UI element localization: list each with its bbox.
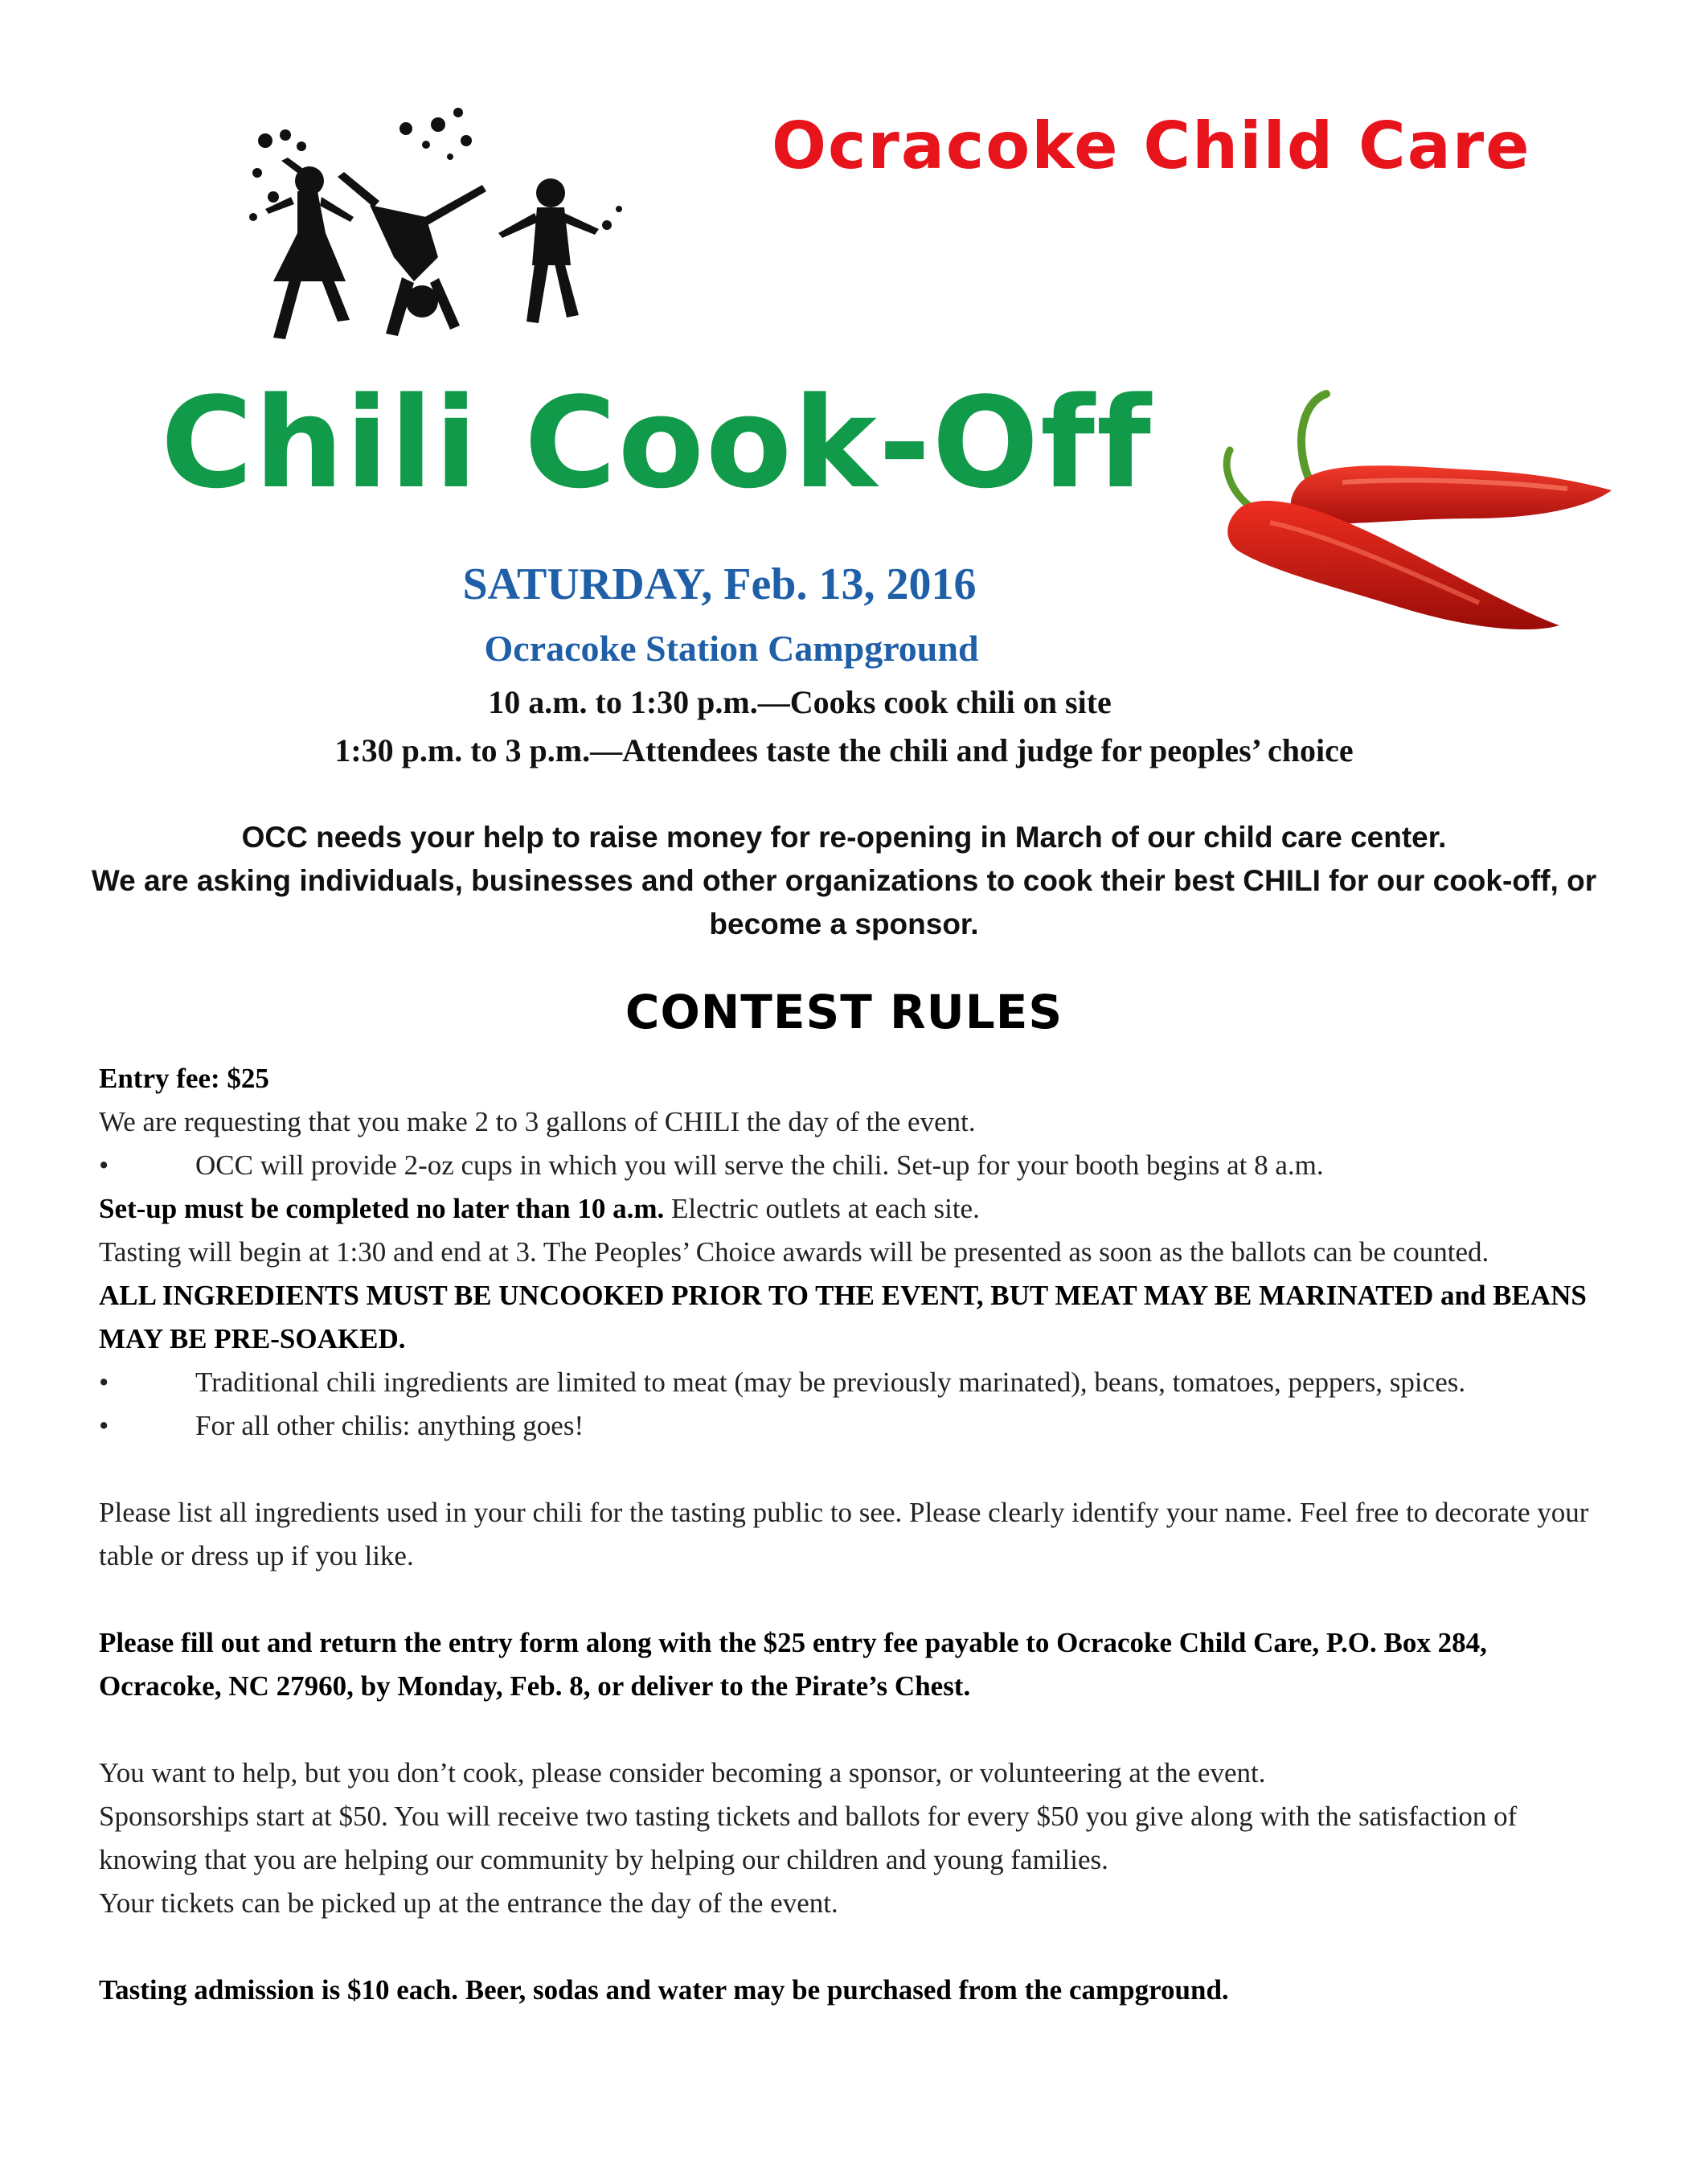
- setup-deadline: Set-up must be completed no later than 10 a.m. Electric outlets at each site.: [99, 1193, 980, 1224]
- fundraising-appeal: [80, 816, 1608, 946]
- tasting-info: Tasting will begin at 1:30 and end at 3. The Peoples’ Choice awards will be presented as soon as the ballots can be counted.: [99, 1236, 1489, 1268]
- sponsor-details: Sponsorships start at $50. You will receive two tasting tickets and ballots for every $50 you give along with the satisfaction of knowing that you are helping our community by helping our children and young families.: [99, 1801, 1518, 1875]
- red-chili-peppers-image: [1206, 370, 1624, 659]
- ingredient-list-note: Please list all ingredients used in your chili for the tasting public to see. Please clearly identify your name. Feel free to decorate your table or dress up if you like.: [99, 1497, 1589, 1571]
- ingredients-rule: ALL INGREDIENTS MUST BE UNCOOKED PRIOR TO THE EVENT, BUT MEAT MAY BE MARINATED and BEANS MAY BE PRE-SOAKED.: [99, 1280, 1587, 1354]
- traditional-item: • Traditional chili ingredients are limited to meat (may be previously marinated), beans, tomatoes, peppers, spices.: [99, 1361, 1594, 1404]
- event-date: SATURDAY, Feb. 13, 2016: [462, 559, 977, 609]
- appeal-line-1: OCC needs your help to raise money for re-opening in March of our child care center.: [241, 821, 1447, 854]
- cooking-time: 10 a.m. to 1:30 p.m.—Cooks cook chili on site: [488, 684, 1112, 720]
- bullet-icon: •: [99, 1410, 109, 1441]
- bullet-icon: •: [99, 1149, 109, 1181]
- entry-fee: Entry fee: $25: [99, 1063, 269, 1094]
- rules-body: [99, 1057, 1594, 2012]
- event-title: Chili Cook-Off: [161, 370, 1153, 516]
- tasting-time: 1:30 p.m. to 3 p.m.—Attendees taste the chili and judge for peoples’ choice: [334, 732, 1354, 768]
- other-chili-item: • For all other chilis: anything goes!: [99, 1404, 1594, 1448]
- bullet-icon: •: [99, 1367, 109, 1398]
- organization-name: Ocracoke Child Care: [772, 109, 1531, 183]
- sponsor-intro: You want to help, but you don’t cook, please consider becoming a sponsor, or volunteering at the event.: [99, 1757, 1266, 1789]
- children-silhouette-image: [241, 96, 691, 354]
- gallons-request: We are requesting that you make 2 to 3 gallons of CHILI the day of the event.: [99, 1106, 976, 1137]
- appeal-line-2: We are asking individuals, businesses and other organizations to cook their best CHILI for our cook-off, or become a sponsor.: [91, 864, 1597, 940]
- event-venue: Ocracoke Station Campground: [484, 628, 979, 669]
- return-instructions: Please fill out and return the entry form along with the $25 entry fee payable to Ocracoke Child Care, P.O. Box 284, Ocracoke, NC 27960, by Monday, Feb. 8, or deliver to the Pirate’s Chest.: [99, 1627, 1487, 1702]
- admission-info: Tasting admission is $10 each. Beer, sodas and water may be purchased from the campground.: [99, 1974, 1229, 2006]
- cups-item: • OCC will provide 2-oz cups in which you will serve the chili. Set-up for your booth begins at 8 a.m.: [99, 1144, 1594, 1187]
- ticket-pickup: Your tickets can be picked up at the entrance the day of the event.: [99, 1887, 838, 1919]
- contest-rules-heading: CONTEST RULES: [625, 985, 1063, 1039]
